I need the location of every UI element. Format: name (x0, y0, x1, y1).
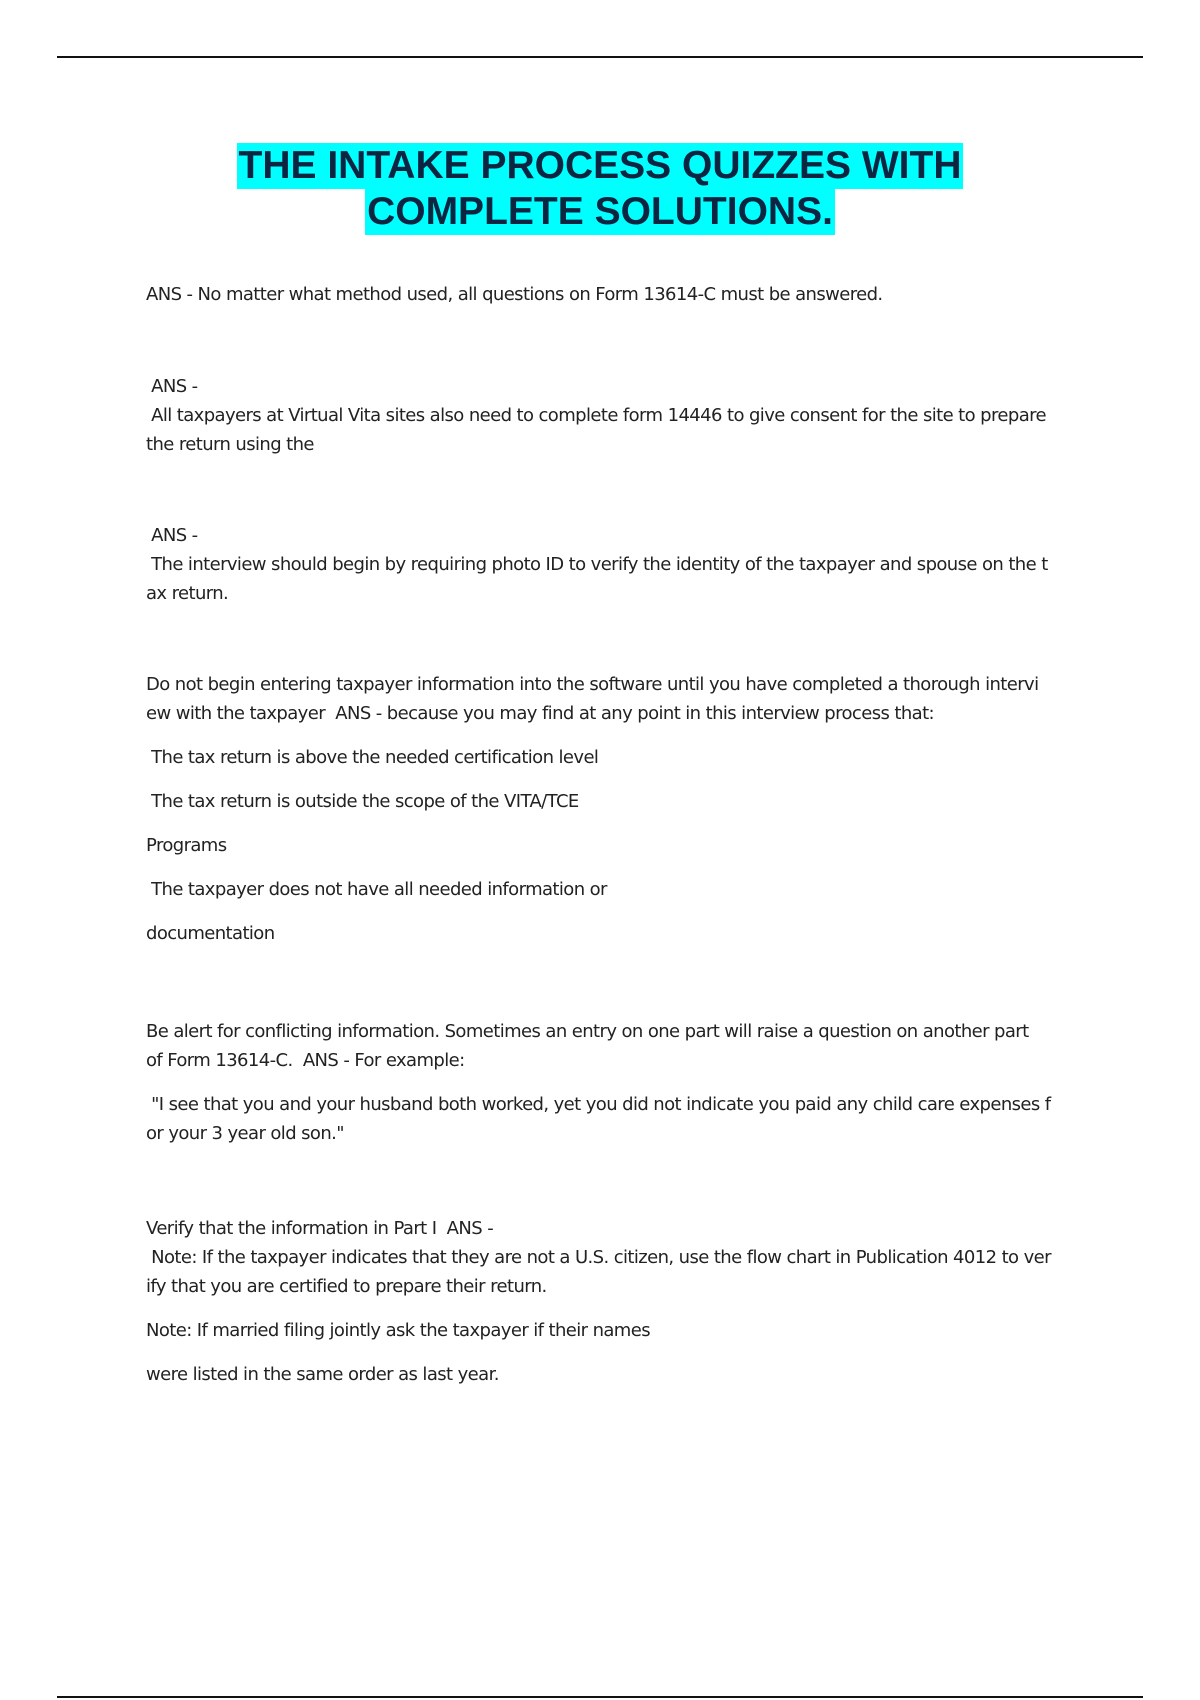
qa-block-3 (146, 521, 1096, 608)
text-line: ify that you are certified to prepare their return. (146, 1276, 547, 1297)
text-line: The tax return is outside the scope of the VITA/TCE (146, 791, 579, 812)
document-title (0, 143, 1200, 235)
qa-block-1 (146, 280, 1096, 309)
text-line: The tax return is above the needed certification level (146, 747, 599, 768)
qa-block-5 (146, 1017, 1096, 1148)
text-line: ANS - (146, 525, 198, 546)
title-line-2: COMPLETE SOLUTIONS. (367, 190, 833, 233)
qa-block-2 (146, 372, 1096, 459)
text-line: ANS - No matter what method used, all questions on Form 13614-C must be answered. (146, 284, 883, 305)
bottom-rule (57, 1696, 1143, 1698)
text-line: Note: If married filing jointly ask the taxpayer if their names (146, 1320, 650, 1341)
text-line: documentation (146, 923, 275, 944)
top-rule (57, 56, 1143, 58)
text-line: ax return. (146, 583, 229, 604)
text-line: ANS - (146, 376, 198, 397)
text-line: "I see that you and your husband both worked, yet you did not indicate you paid any child care expenses f (146, 1094, 1051, 1115)
text-line: The interview should begin by requiring photo ID to verify the identity of the taxpayer and spouse on the t (146, 554, 1048, 575)
qa-block-6 (146, 1214, 1096, 1389)
text-line: or your 3 year old son." (146, 1123, 344, 1144)
text-line: Be alert for conflicting information. Sometimes an entry on one part will raise a question on another part (146, 1021, 1029, 1042)
title-line-1: THE INTAKE PROCESS QUIZZES WITH (238, 144, 962, 187)
text-line: The taxpayer does not have all needed information or (146, 879, 607, 900)
text-line: Do not begin entering taxpayer information into the software until you have completed a thorough intervi (146, 674, 1039, 695)
text-line: the return using the (146, 434, 314, 455)
text-line: ew with the taxpayer ANS - because you may find at any point in this interview process that: (146, 703, 935, 724)
text-line: Programs (146, 835, 227, 856)
text-line: All taxpayers at Virtual Vita sites also need to complete form 14446 to give consent for the site to prepare (146, 405, 1047, 426)
text-line: Note: If the taxpayer indicates that they are not a U.S. citizen, use the flow chart in Publication 4012 to ver (146, 1247, 1051, 1268)
text-line: Verify that the information in Part I ANS - (146, 1218, 494, 1239)
text-line: were listed in the same order as last year. (146, 1364, 499, 1385)
qa-block-4 (146, 670, 1096, 948)
text-line: of Form 13614-C. ANS - For example: (146, 1050, 465, 1071)
